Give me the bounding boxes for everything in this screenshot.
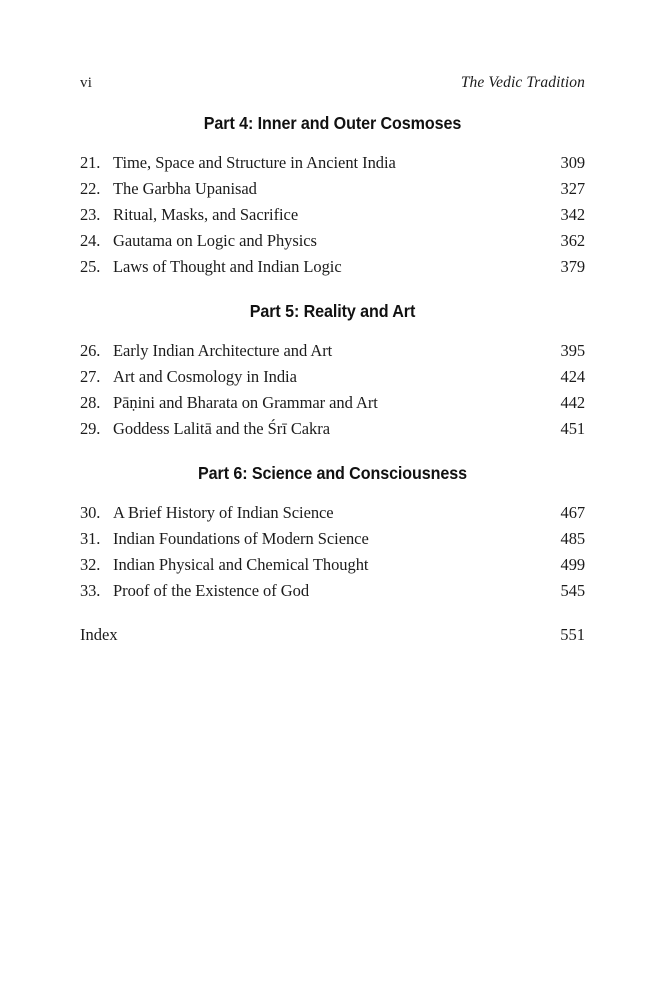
page-folio: vi: [80, 75, 93, 91]
entry-list: [80, 500, 585, 604]
entry-page-number: 342: [560, 205, 585, 224]
part-section-4: [80, 112, 585, 280]
part-heading: Part 6: Science and Consciousness: [198, 463, 467, 483]
entry-number: 21.: [80, 153, 101, 172]
toc-entry[interactable]: [80, 202, 585, 228]
entry-title: Ritual, Masks, and Sacrifice: [113, 205, 299, 224]
toc-entry[interactable]: [80, 254, 585, 280]
part-section-6: [80, 462, 585, 604]
entry-number: 23.: [80, 205, 101, 224]
entry-number: 29.: [80, 419, 101, 438]
entry-title: Indian Physical and Chemical Thought: [113, 555, 369, 574]
index-label: Index: [80, 625, 118, 644]
entry-list: [80, 150, 585, 280]
entry-number: 33.: [80, 581, 101, 600]
entry-page-number: 379: [560, 257, 585, 276]
entry-title: A Brief History of Indian Science: [113, 503, 334, 522]
part-section-5: [80, 300, 585, 442]
entry-number: 27.: [80, 367, 101, 386]
entry-page-number: 442: [560, 393, 585, 412]
toc-entry[interactable]: [80, 578, 585, 604]
entry-page-number: 545: [560, 581, 585, 600]
spacer: [80, 484, 585, 500]
entry-page-number: 362: [560, 231, 585, 250]
spacer: [80, 322, 585, 338]
entry-page-number: 499: [560, 555, 585, 574]
toc-entry[interactable]: [80, 228, 585, 254]
entry-title: Laws of Thought and Indian Logic: [113, 257, 342, 276]
entry-page-number: 451: [560, 419, 585, 438]
entry-page-number: 395: [560, 341, 585, 360]
entry-title: Gautama on Logic and Physics: [113, 231, 317, 250]
entry-number: 30.: [80, 503, 101, 522]
entry-page-number: 327: [560, 179, 585, 198]
toc-entry[interactable]: [80, 500, 585, 526]
entry-number: 26.: [80, 341, 101, 360]
entry-title: Proof of the Existence of God: [113, 581, 310, 600]
toc-entry[interactable]: [80, 176, 585, 202]
entry-number: 25.: [80, 257, 101, 276]
entry-number: 31.: [80, 529, 101, 548]
entry-number: 32.: [80, 555, 101, 574]
part-heading: Part 4: Inner and Outer Cosmoses: [203, 113, 462, 133]
part-heading: Part 5: Reality and Art: [249, 301, 416, 321]
entry-title: Pāṇini and Bharata on Grammar and Art: [113, 393, 378, 412]
index-page-number: 551: [560, 625, 585, 644]
toc-entry-index[interactable]: [80, 622, 585, 648]
spacer: [80, 134, 585, 150]
toc-entry[interactable]: [80, 526, 585, 552]
running-head: [80, 74, 585, 96]
entry-page-number: 467: [560, 503, 585, 522]
entry-page-number: 424: [560, 367, 585, 386]
spacer: [80, 280, 585, 300]
toc-entry[interactable]: [80, 150, 585, 176]
entry-page-number: 309: [560, 153, 585, 172]
entry-title: The Garbha Upanisad: [113, 179, 257, 198]
entry-title: Early Indian Architecture and Art: [113, 341, 333, 360]
entry-list: [80, 338, 585, 442]
toc-entry[interactable]: [80, 416, 585, 442]
entry-title: Time, Space and Structure in Ancient India: [113, 153, 396, 172]
toc-entry[interactable]: [80, 364, 585, 390]
entry-number: 24.: [80, 231, 101, 250]
spacer: [80, 442, 585, 462]
entry-number: 28.: [80, 393, 101, 412]
table-of-contents: [80, 112, 585, 648]
entry-page-number: 485: [560, 529, 585, 548]
toc-entry[interactable]: [80, 390, 585, 416]
book-title: The Vedic Tradition: [460, 74, 585, 91]
toc-entry[interactable]: [80, 552, 585, 578]
entry-number: 22.: [80, 179, 101, 198]
entry-title: Art and Cosmology in India: [113, 367, 297, 386]
entry-title: Goddess Lalitā and the Śrī Cakra: [113, 419, 330, 438]
entry-title: Indian Foundations of Modern Science: [113, 529, 369, 548]
toc-entry[interactable]: [80, 338, 585, 364]
